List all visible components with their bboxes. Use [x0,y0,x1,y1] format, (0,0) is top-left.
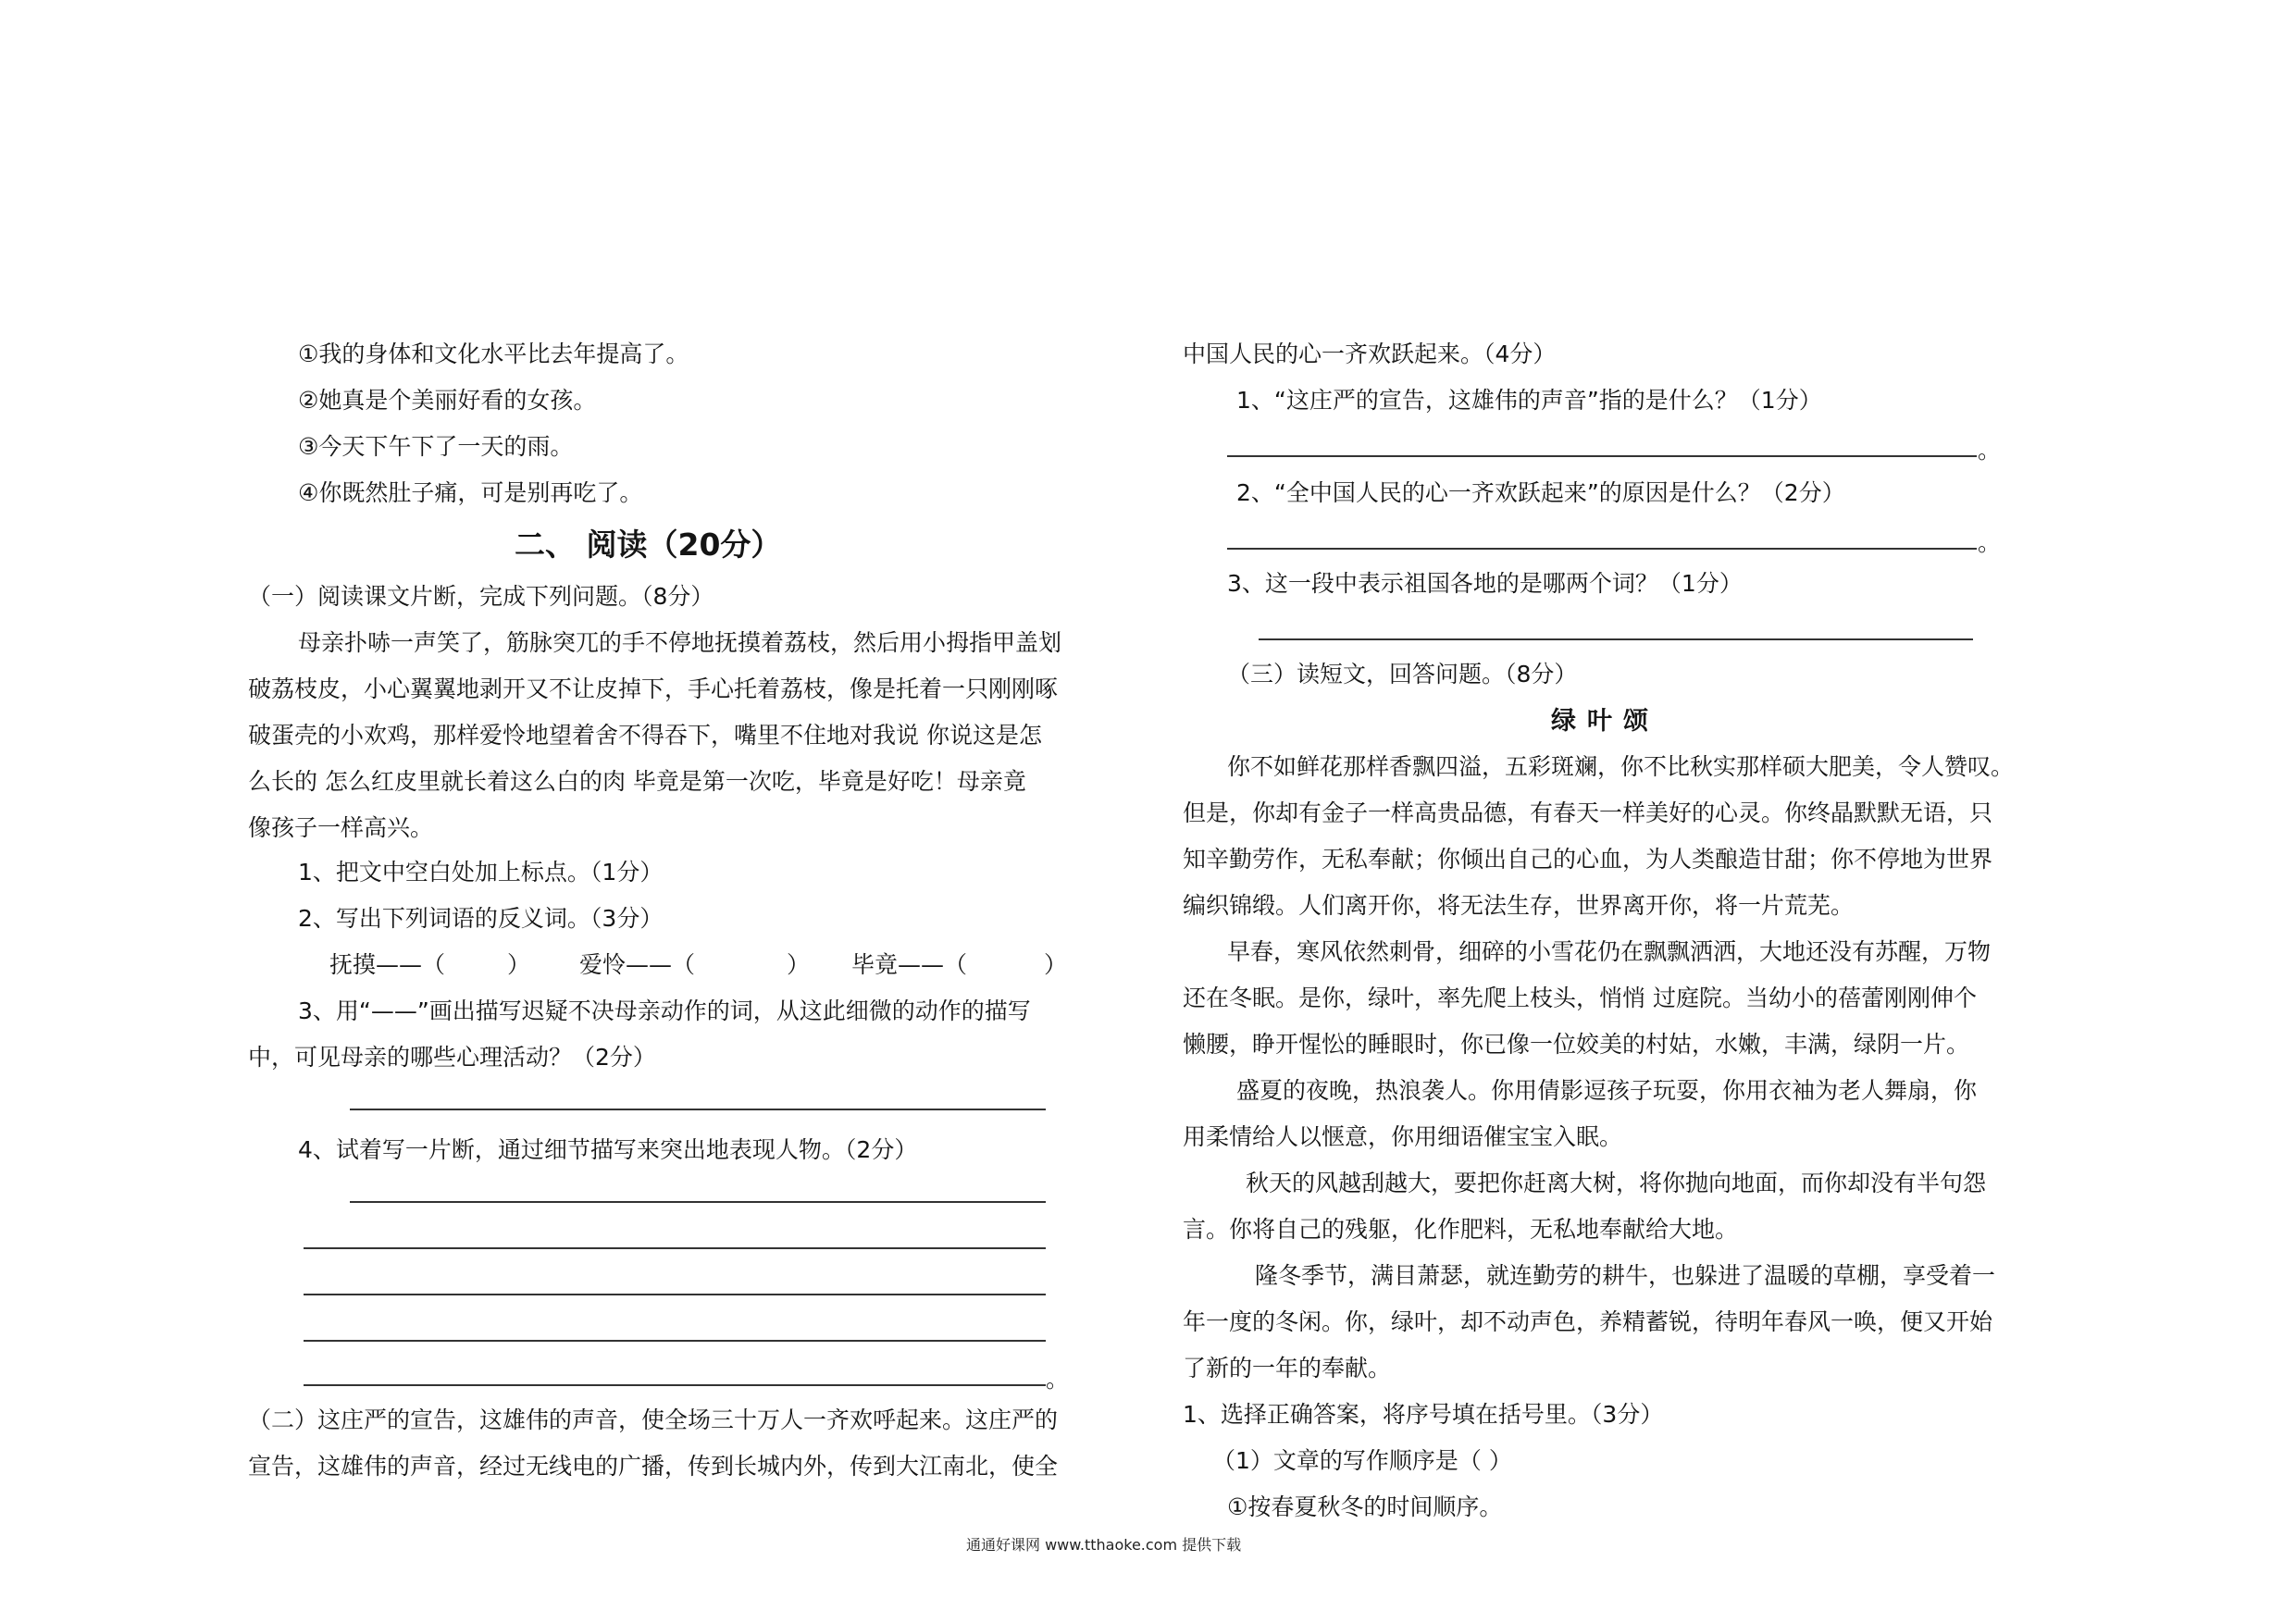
sub-question-1: （1）文章的写作顺序是（ ） [1212,1447,1512,1474]
answer-line [1227,455,1977,457]
question-3-cont: 中，可见母亲的哪些心理活动？（2分） [248,1044,656,1071]
passage-line: 母亲扑哧一声笑了，筋脉突兀的手不停地抚摸着荔枝，然后用小拇指甲盖划 [298,629,1062,656]
part2-cont: 中国人民的心一齐欢跃起来。（4分） [1183,341,1557,367]
period-mark: 。 [1046,1366,1070,1393]
antonym-close: ） [507,951,531,978]
answer-line [304,1384,1046,1386]
period-mark: 。 [1978,437,2002,464]
option-1: ①我的身体和文化水平比去年提高了。 [298,341,689,367]
poem-line: 早春，寒风依然刺骨，细碎的小雪花仍在飘飘洒洒，大地还没有苏醒，万物 [1227,938,1992,965]
option-4: ④你既然肚子痛，可是别再吃了。 [298,479,643,506]
antonym-label: 爱怜——（ [579,951,696,978]
poem-line: 盛夏的夜晚，热浪袭人。你用倩影逗孩子玩耍，你用衣袖为老人舞扇，你 [1236,1077,1978,1104]
r-question-choose: 1、选择正确答案，将序号填在括号里。（3分） [1183,1401,1664,1428]
part2-line: （二）这庄严的宣告，这雄伟的声音，使全场三十万人一齐欢呼起来。这庄严的 [248,1406,1059,1433]
antonym-close: ） [1044,951,1068,978]
poem-line: 知辛勤劳作，无私奉献；你倾出自己的心血，为人类酿造甘甜；你不停地为世界 [1183,846,1993,873]
r-question-2: 2、“全中国人民的心一齐欢跃起来”的原因是什么？（2分） [1236,479,1845,506]
r-question-3: 3、这一段中表示祖国各地的是哪两个词？（1分） [1227,570,1743,597]
poem-line: 但是，你却有金子一样高贵品德，有春天一样美好的心灵。你终晶默默无语，只 [1183,799,1993,826]
poem-line: 用柔情给人以惬意，你用细语催宝宝入眠。 [1183,1123,1623,1150]
poem-line: 懒腰，睁开惺忪的睡眼时，你已像一位姣美的村姑，水嫩，丰满，绿阴一片。 [1183,1031,1970,1058]
antonym-label: 毕竟——（ [851,951,968,978]
answer-line [350,1109,1046,1110]
part3-heading: （三）读短文，回答问题。（8分） [1227,661,1578,688]
question-1: 1、把文中空白处加上标点。（1分） [298,859,664,886]
sub-option-1: ①按春夏秋冬的时间顺序。 [1227,1493,1503,1520]
question-2: 2、写出下列词语的反义词。（3分） [298,905,664,932]
poem-line: 秋天的风越刮越大，要把你赶离大树，将你抛向地面，而你却没有半句怨 [1246,1170,1987,1196]
answer-line [304,1340,1046,1342]
poem-line: 隆冬季节，满目萧瑟，就连勤劳的耕牛，也躲进了温暖的草棚，享受着一 [1255,1262,1996,1289]
answer-line [304,1294,1046,1295]
r-question-1: 1、“这庄严的宣告，这雄伟的声音”指的是什么？（1分） [1236,387,1822,414]
answer-line [1227,548,1977,550]
option-3: ③今天下午下了一天的雨。 [298,433,574,460]
answer-line [304,1247,1046,1249]
poem-line: 编织锦缎。人们离开你，将无法生存，世界离开你，将一片荒芜。 [1183,892,1855,919]
footer-text: 通通好课网 www.tthaoke.com 提供下载 [966,1536,1242,1554]
answer-line [350,1201,1046,1203]
passage-line: 破荔枝皮，小心翼翼地剥开又不让皮掉下，手心托着荔枝，像是托着一只刚刚啄 [248,675,1059,702]
poem-line: 你不如鲜花那样香飘四溢，五彩斑斓，你不比秋实那样硕大肥美，令人赞叹。 [1227,753,2015,780]
part1-heading: （一）阅读课文片断，完成下列问题。（8分） [248,583,714,610]
poem-title: 绿叶颂 [1551,707,1659,736]
part2-line: 宣告，这雄伟的声音，经过无线电的广播，传到长城内外，传到大江南北，使全 [248,1453,1059,1480]
poem-line: 了新的一年的奉献。 [1183,1355,1392,1381]
question-3: 3、用“——”画出描写迟疑不决母亲动作的词，从这此细微的动作的描写 [298,997,1031,1024]
option-2: ②她真是个美丽好看的女孩。 [298,387,597,414]
poem-line: 言。你将自己的残躯，化作肥料，无私地奉献给大地。 [1183,1216,1739,1243]
poem-line: 还在冬眠。是你，绿叶，率先爬上枝头，悄悄 过庭院。当幼小的蓓蕾刚刚伸个 [1183,985,1977,1011]
poem-line: 年一度的冬闲。你，绿叶，却不动声色，养精蓄锐，待明年春风一唤，便又开始 [1183,1308,1993,1335]
passage-line: 么长的 怎么红皮里就长着这么白的肉 毕竟是第一次吃，毕竟是好吃！母亲竟 [248,768,1026,795]
antonym-close: ） [787,951,811,978]
section-title: 二、 阅读（20分） [515,527,782,563]
answer-line [1259,638,1973,640]
question-4: 4、试着写一片断，通过细节描写来突出地表现人物。（2分） [298,1136,918,1163]
antonym-label: 抚摸——（ [329,951,446,978]
passage-line: 像孩子一样高兴。 [248,814,434,841]
passage-line: 破蛋壳的小欢鸡，那样爱怜地望着舍不得吞下，嘴里不住地对我说 你说这是怎 [248,722,1042,749]
period-mark: 。 [1978,529,2002,556]
